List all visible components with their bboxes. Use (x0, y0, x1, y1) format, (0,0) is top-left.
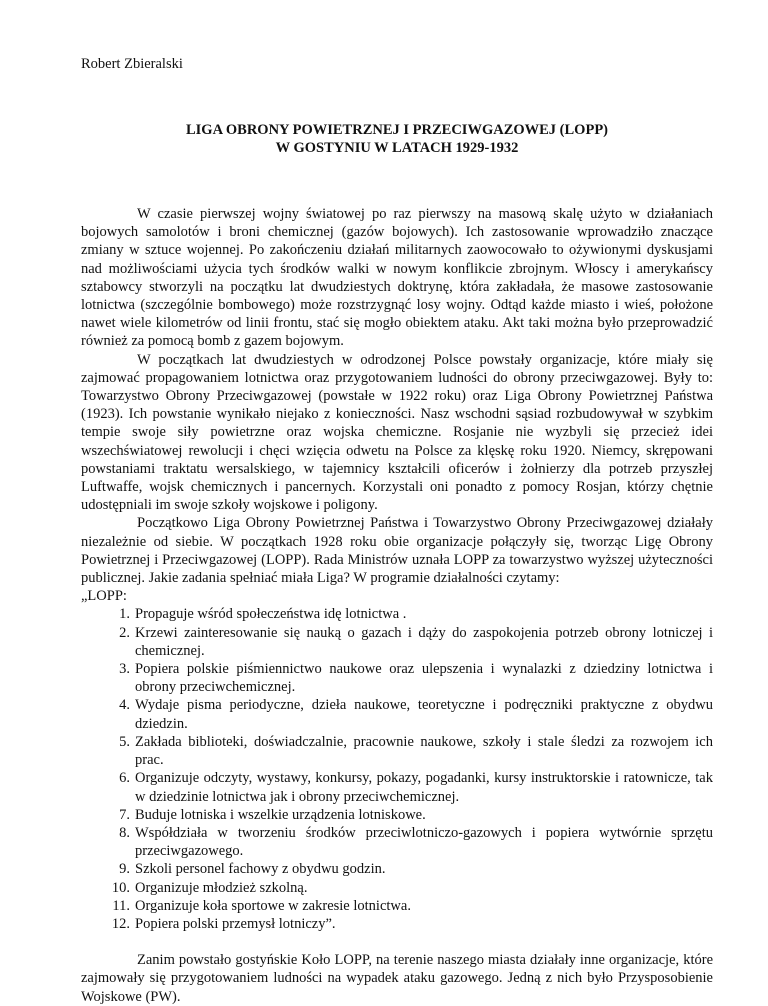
list-text: Szkoli personel fachowy z obydwu godzin. (135, 861, 386, 878)
list-item (81, 897, 713, 915)
list-number: 8. (119, 824, 130, 841)
list-item (81, 879, 713, 897)
quote-opening: „LOPP: (81, 588, 127, 605)
list-number: 4. (119, 697, 130, 714)
list-number: 9. (119, 861, 130, 878)
article-body (81, 205, 713, 1006)
list-text: Propaguje wśród społeczeństwa idę lotnictwa . (135, 606, 407, 623)
list-item (81, 915, 713, 933)
list-text: Buduje lotniska i wszelkie urządzenia lotniskowe. (135, 806, 426, 823)
list-text: Organizuje młodzież szkolną. (135, 879, 308, 896)
list-text: Krzewi zainteresowanie się nauką o gazach i dąży do zaspokojenia potrzeb obrony lotniczej i chemicznej. (135, 624, 713, 659)
program-list (81, 605, 713, 933)
list-text: Organizuje odczyty, wystawy, konkursy, pokazy, pogadanki, kursy instruktorskie i ratownicze, tak w dziedzinie lotnictwa jak i obrony przeciwchemicznej. (135, 770, 713, 805)
list-item (81, 605, 713, 623)
paragraph-4: Zanim powstało gostyńskie Koło LOPP, na terenie naszego miasta działały inne organizacje, które zajmowały się przygotowaniem ludności na wypadek ataku gazowego. Jedną z nich było Przysposobienie Wojskowe (PW). (81, 952, 713, 1005)
list-number: 7. (119, 806, 130, 823)
title-line-1: LIGA OBRONY POWIETRZNEJ I PRZECIWGAZOWEJ (LOPP) (185, 122, 609, 138)
list-text: Popiera polski przemysł lotniczy”. (135, 915, 336, 932)
list-text: Popiera polskie piśmiennictwo naukowe oraz ulepszenia i wynalazki z dziedziny lotnictwa i obrony przeciwchemicznej. (135, 661, 713, 696)
list-number: 2. (119, 624, 130, 641)
list-item (81, 769, 713, 805)
list-text: Zakłada biblioteki, doświadczalnie, pracownie naukowe, szkoły i stale śledzi za rozwojem ich prac. (135, 733, 713, 769)
list-item (81, 733, 713, 769)
list-text: Wydaje pisma periodyczne, dzieła naukowe, teoretyczne i podręczniki praktyczne z obydwu dziedzin. (135, 697, 713, 732)
paragraph-1: W czasie pierwszej wojny światowej po raz pierwszy na masową skalę użyto w działaniach bojowych samolotów i broni chemicznej (gazów bojowych). Ich zastosowanie wprowadziło znaczące zmiany w sztuce wojennej. Po zakończeniu działań militarnych zaowocowało to ożywionymi dyskusjami nad możliwościami użycia tych środków walki w nowym konflikcie zbrojnym. Włoscy i amerykańscy sztabowcy stworzyli na początku lat dwudziestych doktrynę, która zakładała, że masowe zastosowanie lotnictwa (szczególnie bombowego) może rozstrzygnąć losy wojny. Odtąd każde miasto i wieś, położone nawet wiele kilometrów od linii frontu, stać się mogło obiektem ataku. Akt taki można było przeprowadzić również za pomocą bomb z gazem bojowym. (81, 206, 713, 350)
paragraph-2: W początkach lat dwudziestych w odrodzonej Polsce powstały organizacje, które miały się zajmować propagowaniem lotnictwa oraz przygotowaniem ludności do obrony przeciwgazowej. Były to: Towarzystwo Obrony Przeciwgazowej (powstałe w 1922 roku) oraz Liga Obrony Powietrznej Państwa (1923). Ich powstanie wynikało niejako z konieczności. Nasz wschodni sąsiad rozbudowywał w szybkim tempie swoje siły powietrzne oraz wojska chemiczne. Rosjanie nie wyzbyli się przecież idei wszechświatowej rewolucji i chęci wzięcia odwetu na Polsce za klęskę roku 1920. Niemcy, skrępowani powstaniami traktatu wersalskiego, w tajemnicy kształcili oficerów i żołnierzy dla potrzeb przyszłej Luftwaffe, wojsk chemicznych i pancernych. Korzystali oni ponadto z pomocy Rosjan, którzy chętnie udostępniali im swoje szkoły wojskowe i poligony. (81, 351, 713, 514)
list-number: 10. (111, 879, 130, 896)
title-line-2: W GOSTYNIU W LATACH 1929-1932 (275, 140, 519, 156)
article-title (81, 121, 713, 157)
list-item (81, 624, 713, 660)
list-number: 11. (112, 897, 130, 914)
list-item (81, 696, 713, 732)
list-number: 12. (111, 915, 130, 932)
list-item (81, 860, 713, 878)
list-item (81, 660, 713, 696)
list-item (81, 824, 713, 860)
author-name: Robert Zbieralski (81, 56, 183, 72)
list-number: 5. (119, 733, 130, 750)
list-item (81, 806, 713, 824)
paragraph-3: Początkowo Liga Obrony Powietrznej Państwa i Towarzystwo Obrony Przeciwgazowej działały niezależnie od siebie. W początkach 1928 roku obie organizacje połączyły się, tworząc Ligę Obrony Powietrznej i Przeciwgazowej (LOPP). Rada Ministrów uznała LOPP za towarzystwo wyższej użyteczności publicznej. Jakie zadania spełniać miała Liga? W programie działalności czytamy: (81, 515, 713, 587)
list-text: Współdziała w tworzeniu środków przeciwlotniczo-gazowych i popiera wytwórnie sprzętu przeciwgazowego. (135, 824, 713, 860)
list-number: 1. (119, 606, 130, 623)
list-text: Organizuje koła sportowe w zakresie lotnictwa. (135, 897, 411, 914)
list-number: 6. (119, 770, 130, 787)
list-number: 3. (119, 661, 130, 678)
